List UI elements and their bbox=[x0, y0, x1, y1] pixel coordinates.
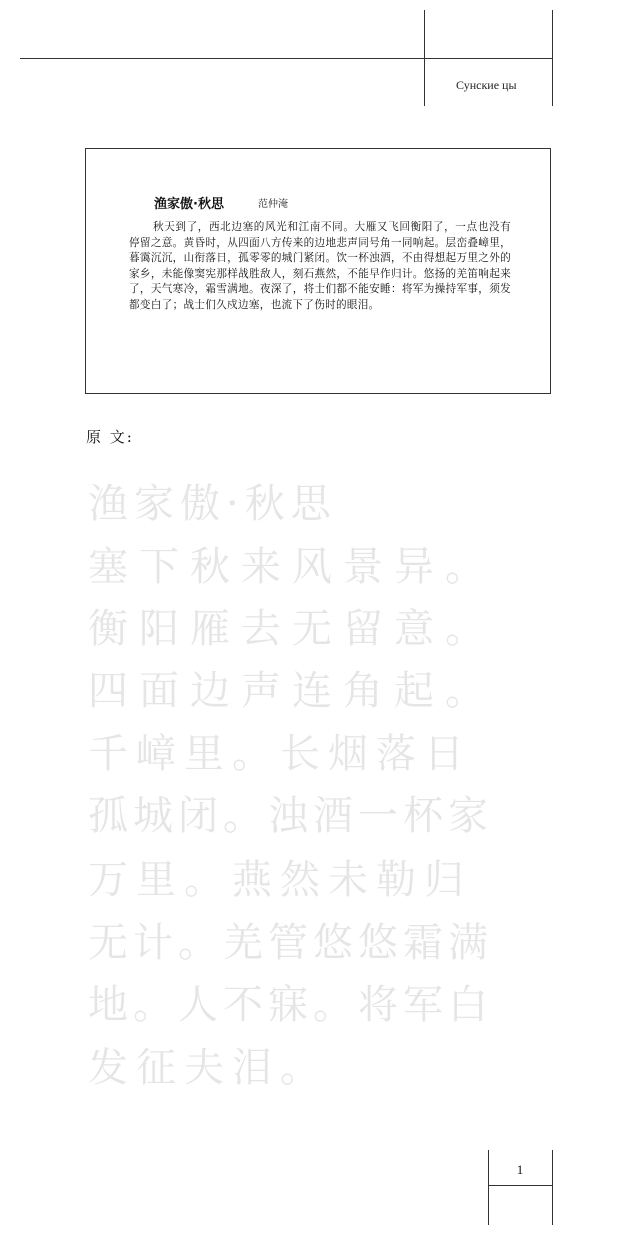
copy-line: 塞下秋来风景异。 bbox=[88, 544, 496, 590]
page-number: 1 bbox=[516, 1162, 524, 1177]
copy-line: 发征夫泪。 bbox=[88, 1045, 328, 1091]
copy-line: 四面边声连角起。 bbox=[88, 668, 496, 714]
poem-author: 范仲淹 bbox=[258, 199, 288, 210]
original-text-heading: 原 文: bbox=[86, 428, 134, 446]
translation-text: 秋天到了，西北边塞的风光和江南不同。大雁又飞回衡阳了，一点也没有停留之意。黄昏时，从四面八方传来的边地悲声同号角一同响起。层峦叠嶂里，暮霭沉沉，山衔落日，孤零零的城门紧闭。饮一杯浊酒，不由得想起万里之外的家乡，未能像窦宪那样战胜敌人，刻石燕然，不能早作归计。悠扬的羌笛响起来了，天气寒冷，霜雪满地。夜深了，将士们都不能安睡：将军为操持军事，须发都变白了；战士们久戍边塞，也流下了伤时的眼泪。 bbox=[129, 221, 511, 311]
copy-line: 万里。燕然未勒归 bbox=[88, 857, 472, 903]
poem-title: 渔家傲·秋思 bbox=[154, 197, 224, 212]
footer-rule-vertical-right bbox=[552, 1150, 553, 1225]
copy-line: 无计。羌管悠悠霜满 bbox=[88, 920, 493, 966]
copy-line: 衡阳雁去无留意。 bbox=[88, 606, 496, 652]
footer-rule-horizontal bbox=[488, 1185, 553, 1186]
running-title: Сунские цы bbox=[456, 78, 517, 92]
copy-line: 千嶂里。长烟落日 bbox=[88, 731, 472, 777]
header-rule-vertical-right bbox=[552, 10, 553, 106]
copy-line: 地。人不寐。将军白 bbox=[88, 982, 493, 1028]
copy-line: 孤城闭。浊酒一杯家 bbox=[88, 793, 493, 839]
copy-line: 渔家傲·秋思 bbox=[88, 481, 337, 527]
header-rule-horizontal bbox=[20, 58, 553, 59]
translation-box bbox=[85, 148, 551, 394]
header-rule-vertical-left bbox=[424, 10, 425, 106]
